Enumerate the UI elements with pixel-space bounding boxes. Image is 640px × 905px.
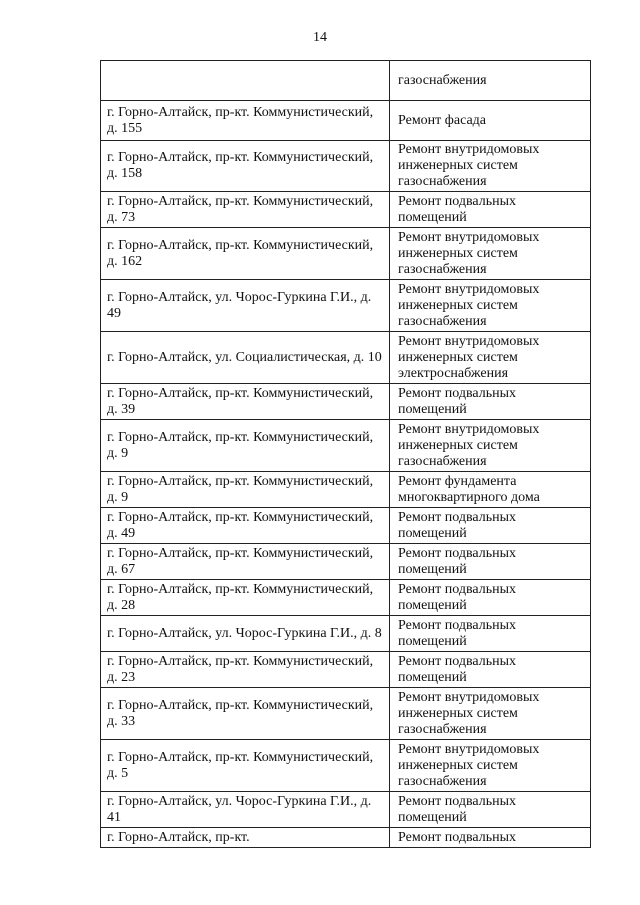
table-row [101,508,591,544]
address-cell: г. Горно-Алтайск, пр-кт. [101,828,390,848]
address-cell: г. Горно-Алтайск, пр-кт. Коммунистический, д. 162 [101,228,390,280]
work-type-cell: Ремонт подвальных помещений [390,792,591,828]
work-type-cell: Ремонт подвальных помещений [390,192,591,228]
address-cell: г. Горно-Алтайск, ул. Чорос-Гуркина Г.И., д. 41 [101,792,390,828]
table-row [101,828,591,848]
work-type-cell: Ремонт фундамента многоквартирного дома [390,472,591,508]
work-type-cell: Ремонт внутридомовых инженерных систем газоснабжения [390,141,591,192]
work-type-cell: Ремонт подвальных [390,828,591,848]
address-cell: г. Горно-Алтайск, пр-кт. Коммунистический, д. 155 [101,101,390,141]
address-cell: г. Горно-Алтайск, пр-кт. Коммунистический, д. 158 [101,141,390,192]
address-cell [101,61,390,101]
page-number: 14 [313,30,327,45]
table-row [101,332,591,384]
table-row [101,61,591,101]
table-row [101,580,591,616]
work-type-cell: газоснабжения [390,61,591,101]
work-type-cell: Ремонт подвальных помещений [390,508,591,544]
repair-works-table [100,60,591,848]
work-type-cell: Ремонт подвальных помещений [390,580,591,616]
address-cell: г. Горно-Алтайск, пр-кт. Коммунистический, д. 39 [101,384,390,420]
address-cell: г. Горно-Алтайск, пр-кт. Коммунистический, д. 73 [101,192,390,228]
address-cell: г. Горно-Алтайск, ул. Чорос-Гуркина Г.И., д. 49 [101,280,390,332]
work-type-cell: Ремонт фасада [390,101,591,141]
work-type-cell: Ремонт подвальных помещений [390,652,591,688]
table-row [101,280,591,332]
work-type-cell: Ремонт внутридомовых инженерных систем газоснабжения [390,280,591,332]
work-type-cell: Ремонт внутридомовых инженерных систем электроснабжения [390,332,591,384]
table-row [101,384,591,420]
table-row [101,101,591,141]
address-cell: г. Горно-Алтайск, пр-кт. Коммунистический, д. 49 [101,508,390,544]
address-cell: г. Горно-Алтайск, пр-кт. Коммунистический, д. 67 [101,544,390,580]
work-type-cell: Ремонт внутридомовых инженерных систем газоснабжения [390,688,591,740]
table-row [101,228,591,280]
address-cell: г. Горно-Алтайск, пр-кт. Коммунистический, д. 28 [101,580,390,616]
address-cell: г. Горно-Алтайск, пр-кт. Коммунистический, д. 33 [101,688,390,740]
address-cell: г. Горно-Алтайск, пр-кт. Коммунистический, д. 5 [101,740,390,792]
table-row [101,616,591,652]
work-type-cell: Ремонт внутридомовых инженерных систем газоснабжения [390,228,591,280]
table-row [101,740,591,792]
table-row [101,688,591,740]
address-cell: г. Горно-Алтайск, ул. Чорос-Гуркина Г.И., д. 8 [101,616,390,652]
table-row [101,420,591,472]
table-row [101,472,591,508]
address-cell: г. Горно-Алтайск, пр-кт. Коммунистический, д. 9 [101,420,390,472]
table-row [101,792,591,828]
work-type-cell: Ремонт подвальных помещений [390,616,591,652]
work-type-cell: Ремонт внутридомовых инженерных систем газоснабжения [390,740,591,792]
table-row [101,544,591,580]
work-type-cell: Ремонт подвальных помещений [390,384,591,420]
address-cell: г. Горно-Алтайск, пр-кт. Коммунистический, д. 23 [101,652,390,688]
table-row [101,141,591,192]
work-type-cell: Ремонт подвальных помещений [390,544,591,580]
address-cell: г. Горно-Алтайск, пр-кт. Коммунистический, д. 9 [101,472,390,508]
table-row [101,652,591,688]
table-row [101,192,591,228]
work-type-cell: Ремонт внутридомовых инженерных систем газоснабжения [390,420,591,472]
address-cell: г. Горно-Алтайск, ул. Социалистическая, д. 10 [101,332,390,384]
